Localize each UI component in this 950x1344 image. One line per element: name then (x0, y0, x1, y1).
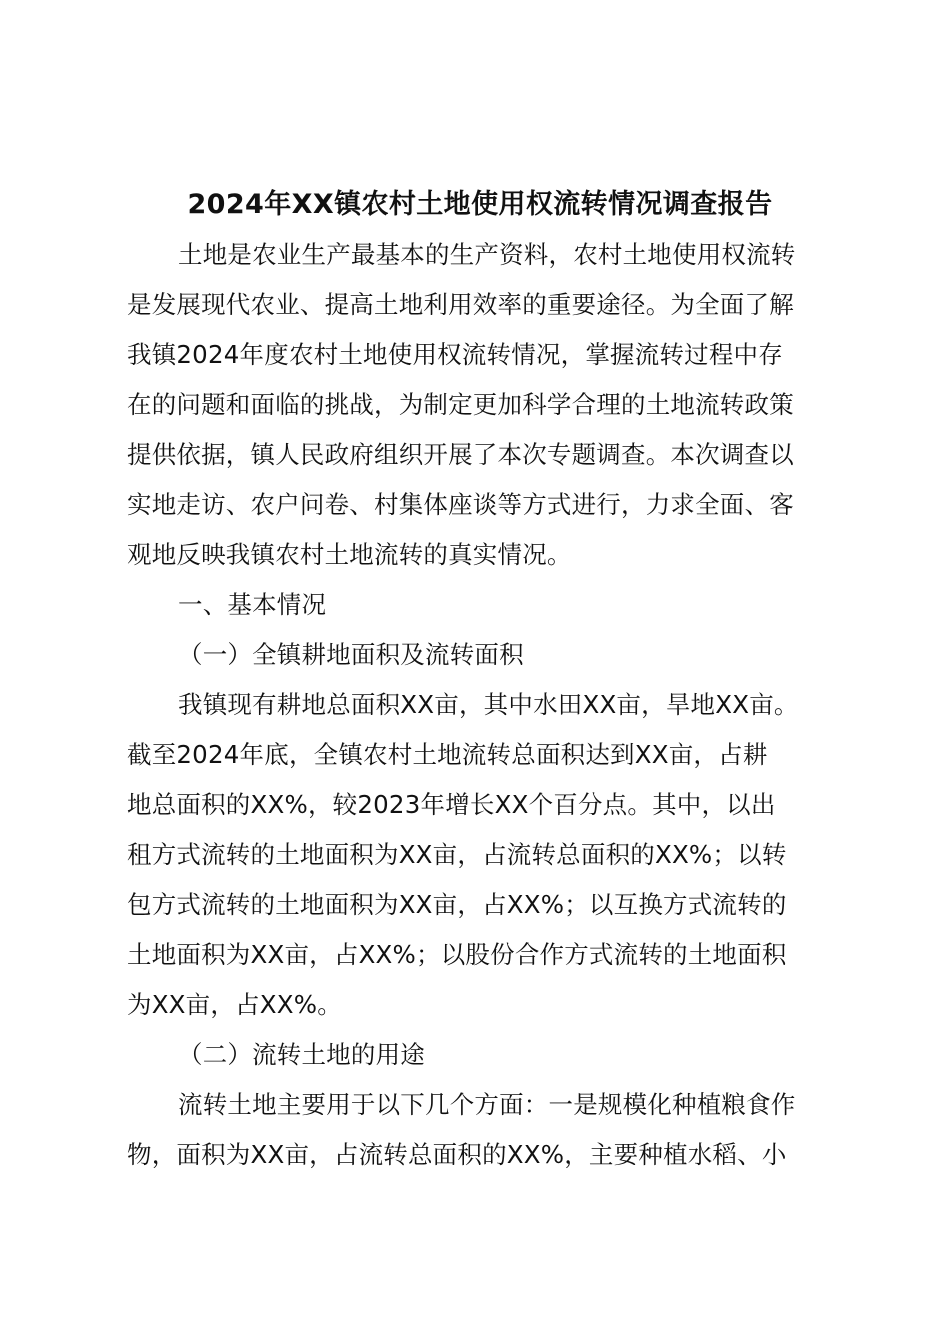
paragraph-intro-line-6: 实地走访、农户问卷、村集体座谈等方式进行，力求全面、客 (127, 490, 794, 519)
paragraph-area-line-3: 地总面积的XX%，较2023年增长XX个百分点。其中，以出 (127, 790, 776, 819)
paragraph-usage-line-1: 流转土地主要用于以下几个方面：一是规模化种植粮食作 (178, 1090, 796, 1119)
section-heading-basic: 一、基本情况 (178, 590, 327, 619)
paragraph-intro-line-2: 是发展现代农业、提高土地利用效率的重要途径。为全面了解 (127, 290, 794, 319)
paragraph-area-line-1: 我镇现有耕地总面积XX亩，其中水田XX亩，旱地XX亩。 (178, 690, 799, 719)
paragraph-area-line-2: 截至2024年底，全镇农村土地流转总面积达到XX亩，占耕 (127, 740, 768, 769)
paragraph-area-line-7: 为XX亩，占XX%。 (127, 990, 342, 1019)
paragraph-area-line-6: 土地面积为XX亩，占XX%；以股份合作方式流转的土地面积 (127, 940, 787, 969)
paragraph-area-line-4: 租方式流转的土地面积为XX亩，占流转总面积的XX%；以转 (127, 840, 787, 869)
subsection-heading-usage: （二）流转土地的用途 (178, 1040, 425, 1069)
paragraph-intro-line-7: 观地反映我镇农村土地流转的真实情况。 (127, 540, 572, 569)
document-title: 2024年XX镇农村土地使用权流转情况调查报告 (187, 189, 773, 220)
paragraph-intro-line-4: 在的问题和面临的挑战，为制定更加科学合理的土地流转政策 (127, 390, 794, 419)
subsection-heading-area: （一）全镇耕地面积及流转面积 (178, 640, 524, 669)
paragraph-intro-line-5: 提供依据，镇人民政府组织开展了本次专题调查。本次调查以 (127, 440, 794, 469)
paragraph-area-line-5: 包方式流转的土地面积为XX亩，占XX%；以互换方式流转的 (127, 890, 787, 919)
paragraph-usage-line-2: 物，面积为XX亩，占流转总面积的XX%，主要种植水稻、小 (127, 1140, 787, 1169)
paragraph-intro-line-3: 我镇2024年度农村土地使用权流转情况，掌握流转过程中存 (127, 340, 783, 369)
paragraph-intro-line-1: 土地是农业生产最基本的生产资料，农村土地使用权流转 (178, 240, 796, 269)
